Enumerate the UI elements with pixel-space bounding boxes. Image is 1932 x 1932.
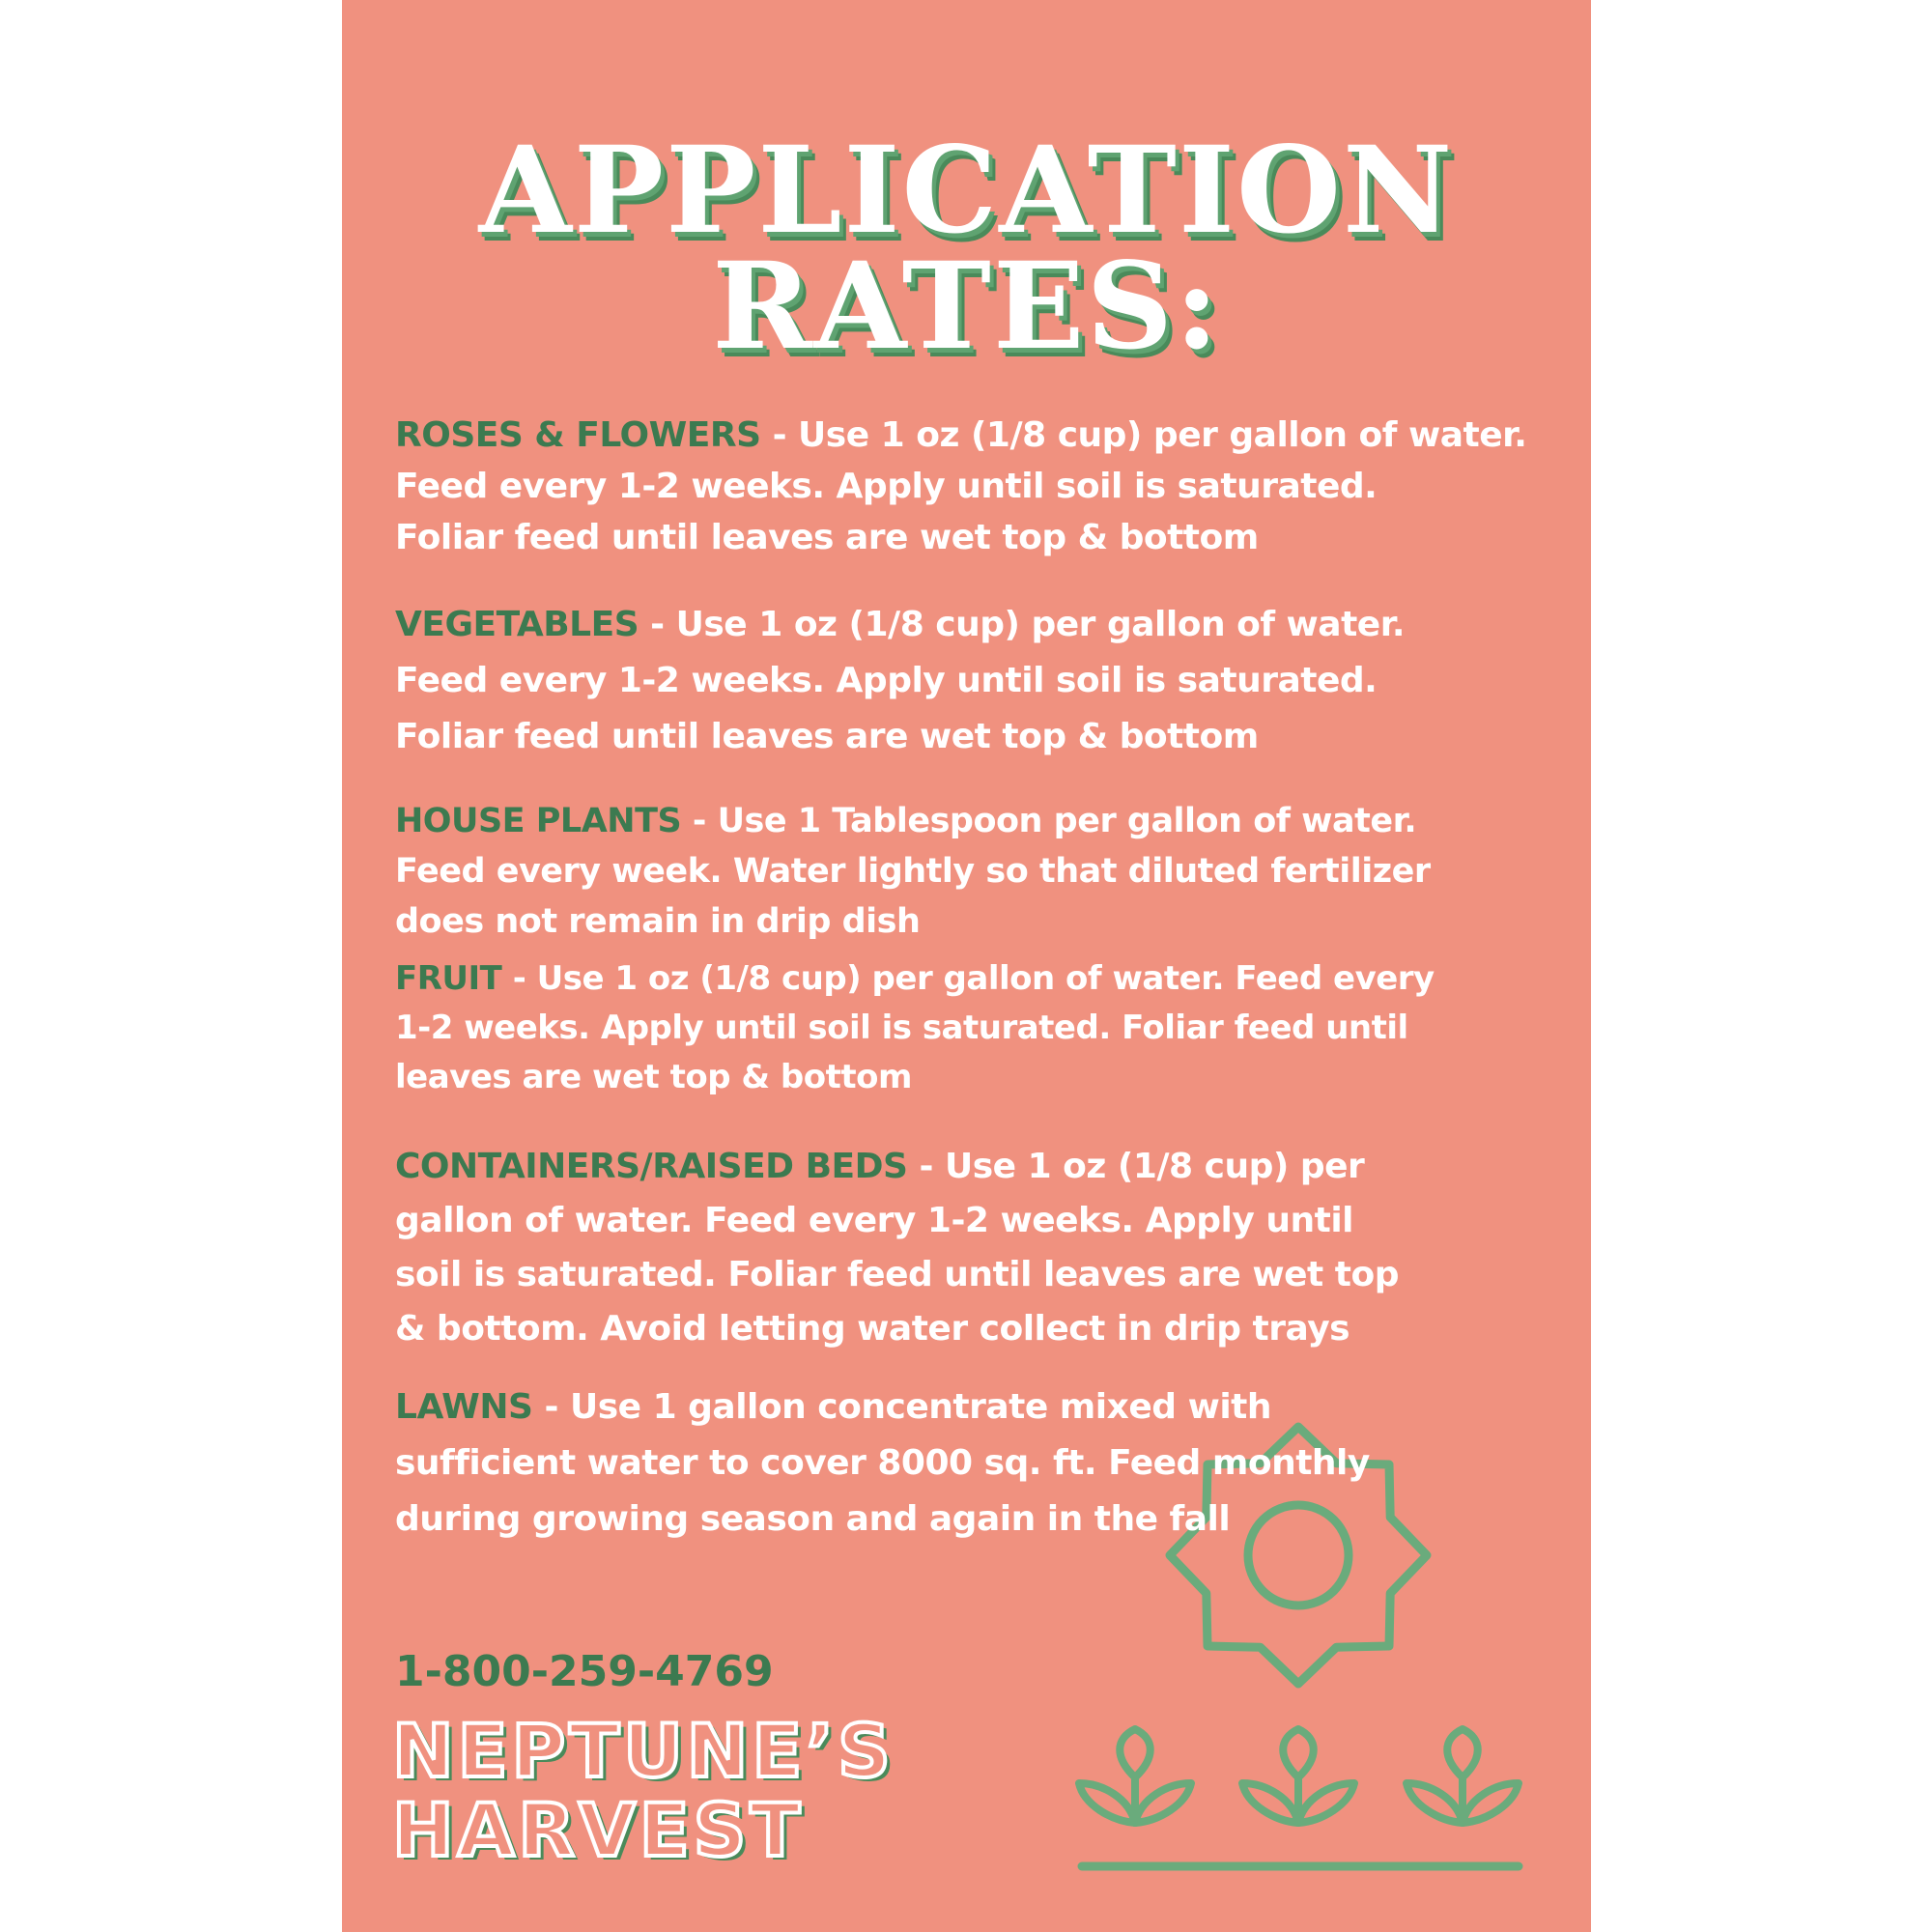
entry-vegetables bbox=[395, 597, 1405, 765]
entry-heading: VEGETABLES bbox=[395, 605, 639, 644]
entry-line: Foliar feed until leaves are wet top & bottom bbox=[395, 717, 1259, 756]
entry-line: Feed every 1-2 weeks. Apply until soil is saturated. bbox=[395, 661, 1378, 700]
entry-text: - Use 1 oz (1/8 cup) per gallon of water. Feed every bbox=[501, 959, 1435, 998]
entry-line: leaves are wet top & bottom bbox=[395, 1058, 912, 1096]
page-title bbox=[342, 121, 1591, 377]
entry-heading: HOUSE PLANTS bbox=[395, 802, 682, 840]
sprout-left bbox=[1079, 1729, 1191, 1823]
entry-text: - Use 1 oz (1/8 cup) per gallon of water. bbox=[760, 415, 1527, 455]
entry-text: - Use 1 Tablespoon per gallon of water. bbox=[681, 802, 1417, 840]
entry-line: 1-2 weeks. Apply until soil is saturated. Foliar feed until bbox=[395, 1009, 1408, 1047]
entry-line bbox=[395, 597, 1405, 653]
title-line-2: RATES: bbox=[712, 237, 1221, 377]
entry-containers-raised-beds bbox=[395, 1140, 1399, 1356]
entry-fruit bbox=[395, 954, 1435, 1102]
entry-line: Feed every 1-2 weeks. Apply until soil is saturated. bbox=[395, 467, 1378, 506]
phone-number: 1-800-259-4769 bbox=[395, 1647, 774, 1696]
sprout-middle bbox=[1242, 1729, 1354, 1823]
entry-heading: FRUIT bbox=[395, 959, 502, 998]
entry-line: soil is saturated. Foliar feed until leaves are wet top bbox=[395, 1255, 1399, 1294]
label-panel bbox=[342, 0, 1591, 1932]
sprout-right bbox=[1406, 1729, 1519, 1823]
entry-line: Feed every week. Water lightly so that diluted fertilizer bbox=[395, 852, 1431, 891]
entry-heading: CONTAINERS/RAISED BEDS bbox=[395, 1147, 908, 1186]
entry-line: sufficient water to cover 8000 sq. ft. Feed monthly bbox=[395, 1443, 1370, 1483]
entry-house-plants bbox=[395, 796, 1431, 947]
entry-lawns bbox=[395, 1379, 1370, 1548]
title-line-1: APPLICATION bbox=[478, 121, 1455, 261]
entry-line: & bottom. Avoid letting water collect in drip trays bbox=[395, 1309, 1350, 1349]
entry-line bbox=[395, 954, 1435, 1004]
entry-line bbox=[395, 1379, 1370, 1435]
entry-line bbox=[395, 410, 1526, 461]
entry-line: gallon of water. Feed every 1-2 weeks. Apply until bbox=[395, 1201, 1354, 1240]
entry-heading: ROSES & FLOWERS bbox=[395, 415, 761, 455]
entry-line bbox=[395, 796, 1431, 846]
brand-line-2: HARVEST bbox=[392, 1787, 805, 1873]
entry-roses-flowers bbox=[395, 410, 1526, 563]
entry-heading: LAWNS bbox=[395, 1387, 533, 1427]
entry-line: Foliar feed until leaves are wet top & bottom bbox=[395, 518, 1259, 557]
brand-line-1: NEPTUNE’S bbox=[392, 1708, 895, 1794]
entry-line: during growing season and again in the fall bbox=[395, 1499, 1231, 1539]
entry-text: - Use 1 oz (1/8 cup) per gallon of water. bbox=[639, 605, 1406, 644]
brand-logo bbox=[392, 1708, 895, 1873]
entry-text: - Use 1 gallon concentrate mixed with bbox=[532, 1387, 1272, 1427]
entry-text: - Use 1 oz (1/8 cup) per bbox=[907, 1147, 1365, 1186]
entry-line: does not remain in drip dish bbox=[395, 902, 921, 941]
sprout-icon bbox=[1079, 1729, 1519, 1866]
entry-line bbox=[395, 1140, 1399, 1194]
